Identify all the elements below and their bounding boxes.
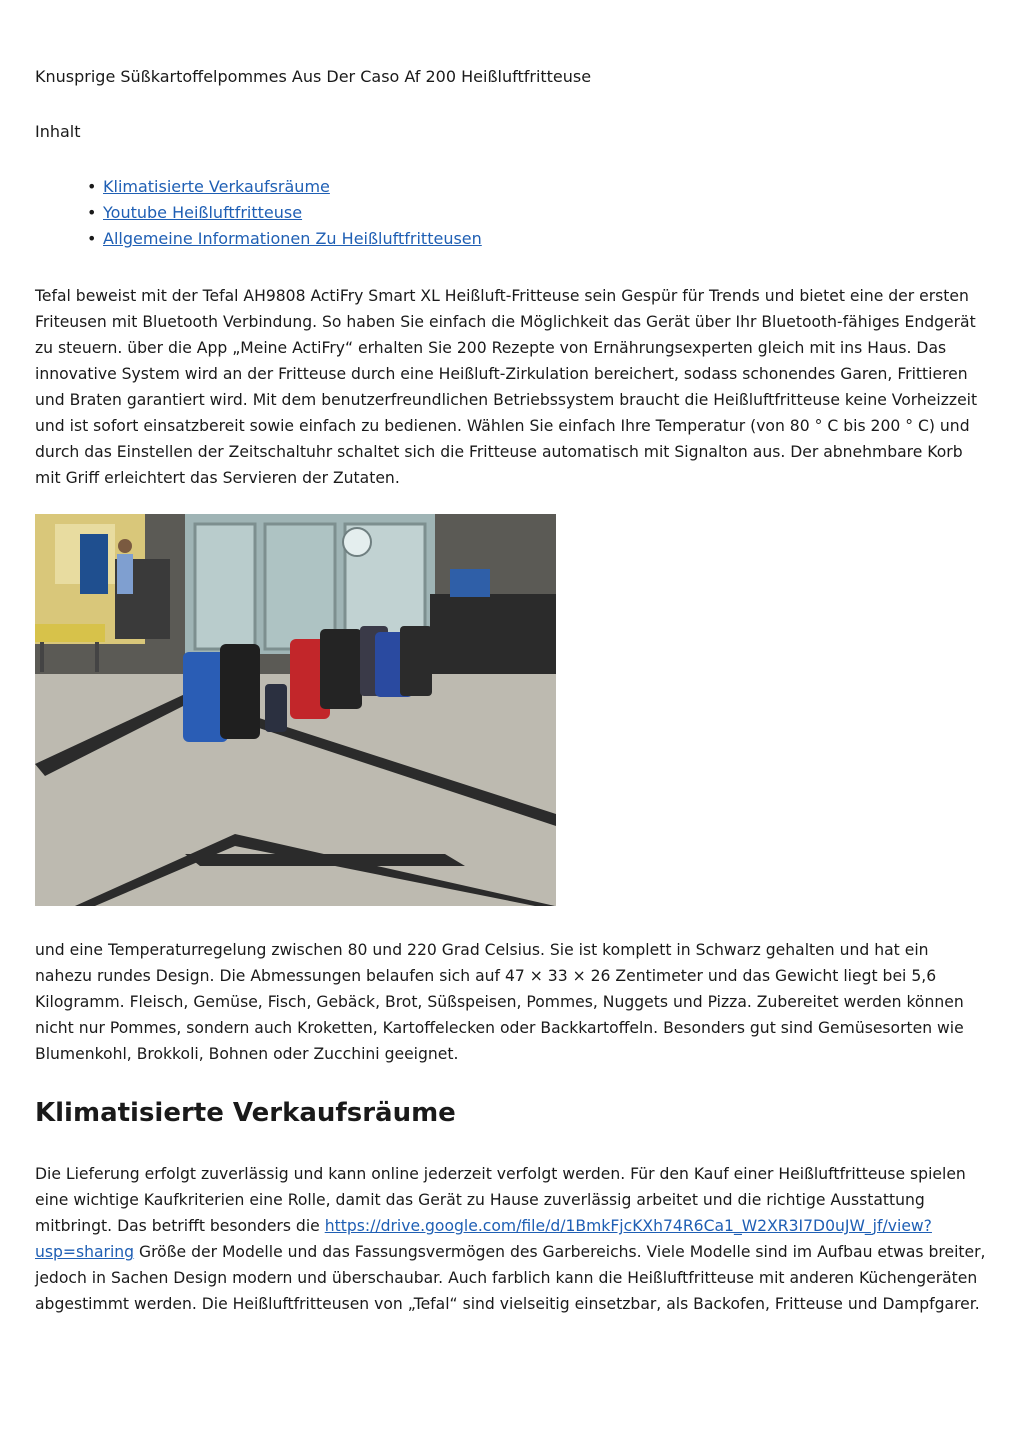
google-drive-link[interactable]: https://drive.google.com/file/d/1BmkFjcKXh74R6Ca1_W2XR3I7D0uJW_jf/view?usp=sharing [35,1217,932,1261]
lobby-luggage-photo [35,514,556,906]
section-heading-klimatisierte-verkaufsraeume: Klimatisierte Verkaufsräume [35,1098,456,1128]
toc-label: Inhalt [35,122,81,141]
paragraph-delivery-text-before: Die Lieferung erfolgt zuverlässig und kann online jederzeit verfolgt werden. Für den Kauf einer Heißluftfritteuse spielen eine wichtige Kaufkriterien eine Rolle, damit das Gerät zu Hause zuverlässig arbeitet und die richtige Ausstattung mitbringt. Das betrifft besonders die [35,1165,966,1235]
paragraph-specs: und eine Temperaturregelung zwischen 80 und 220 Grad Celsius. Sie ist komplett in Schwarz gehalten und hat ein nahezu rundes Design. Die Abmessungen belaufen sich auf 47 × 33 × 26 Zentimeter und das Gewicht liegt bei 5,6 Kilogramm. Fleisch, Gemüse, Fisch, Gebäck, Brot, Süßspeisen, Pommes, Nuggets und Pizza. Zubereitet werden können nicht nur Pommes, sondern auch Kroketten, Kartoffelecken oder Backkartoffeln. Besonders gut sind Gemüsesorten wie Blumenkohl, Brokkoli, Bohnen oder Zucchini geeignet. [35,941,964,1063]
toc-link-klimatisierte-verkaufsraeume[interactable]: Klimatisierte Verkaufsräume [103,177,330,196]
table-of-contents [87,174,482,252]
document-title: Knusprige Süßkartoffelpommes Aus Der Caso Af 200 Heißluftfritteuse [35,67,592,86]
paragraph-delivery-text-after: Größe der Modelle und das Fassungsvermögen des Garbereichs. Viele Modelle sind im Aufbau etwas breiter, jedoch in Sachen Design modern und überschaubar. Auch farblich kann die Heißluftfritteuse mit anderen Küchengeräten abgestimmt werden. Die Heißluftfritteusen von „Tefal“ sind vielseitig einsetzbar, als Backofen, Fritteuse und Dampfgarer. [35,1243,986,1313]
paragraph-intro: Tefal beweist mit der Tefal AH9808 ActiFry Smart XL Heißluft-Fritteuse sein Gespür für Trends und bietet eine der ersten Friteusen mit Bluetooth Verbindung. So haben Sie einfach die Möglichkeit das Gerät über Ihr Bluetooth-fähiges Endgerät zu steuern. über die App „Meine ActiFry“ erhalten Sie 200 Rezepte von Ernährungsexperten gleich mit ins Haus. Das innovative System wird an der Fritteuse durch eine Heißluft-Zirkulation bereichert, sodass schonendes Garen, Frittieren und Braten garantiert wird. Mit dem benutzerfreundlichen Betriebssystem braucht die Heißluftfritteuse keine Vorheizzeit und ist sofort einsatzbereit sowie einfach zu bedienen. Wählen Sie einfach Ihre Temperatur (von 80 ° C bis 200 ° C) und durch das Einstellen der Zeitschaltuhr schaltet sich die Fritteuse automatisch mit Signalton aus. Der abnehmbare Korb mit Griff erleichtert das Servieren der Zutaten. [35,287,978,487]
toc-link-youtube-heissluftfritteuse[interactable]: Youtube Heißluftfritteuse [103,203,303,222]
toc-link-allgemeine-informationen[interactable]: Allgemeine Informationen Zu Heißluftfritteusen [103,229,482,248]
toc-item [87,174,482,200]
paragraph-delivery [35,1161,990,1317]
toc-item [87,200,482,226]
toc-item [87,226,482,252]
